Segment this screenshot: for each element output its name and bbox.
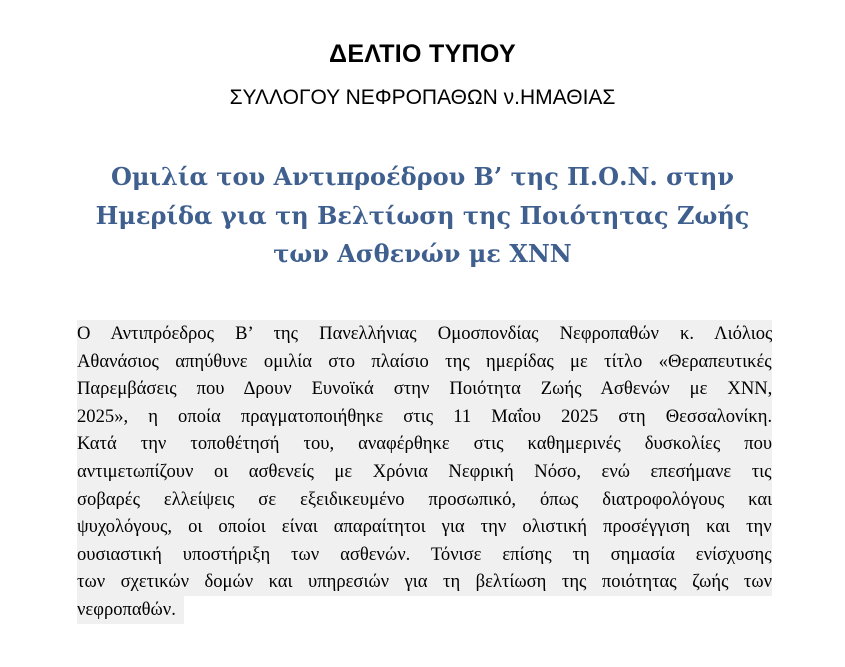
body-line: 2025», η οποία πραγματοποιήθηκε στις 11 Μαΐου 2025 στη Θεσσαλονίκη.	[77, 403, 772, 431]
document-title: ΔΕΛΤΙΟ ΤΥΠΟΥ	[329, 40, 516, 68]
body-line: ψυχολόγους, οι οποίοι είναι απαραίτητοι για την ολιστική προσέγγιση και την	[77, 513, 772, 541]
body-line: σοβαρές ελλείψεις σε εξειδικευμένο προσωπικό, όπως διατροφολόγους και	[77, 486, 772, 514]
headline-line: των Ασθενών με ΧΝΝ	[273, 239, 572, 268]
body-paragraph	[77, 320, 772, 624]
body-line: των σχετικών δομών και υπηρεσιών για τη βελτίωση της ποιότητας ζωής των	[77, 568, 772, 596]
body-line: Αθανάσιος απηύθυνε ομιλία στο πλαίσιο της ημερίδας με τίτλο «Θεραπευτικές	[77, 348, 772, 376]
body-line: Κατά την τοποθέτησή του, αναφέρθηκε στις καθημερινές δυσκολίες που	[77, 430, 772, 458]
body-line: νεφροπαθών.	[77, 596, 184, 624]
headline	[60, 158, 785, 274]
headline-line: Ημερίδα για τη Βελτίωση της Ποιότητας Ζωής	[95, 200, 750, 230]
body-line: Ο Αντιπρόεδρος Β’ της Πανελλήνιας Ομοσπονδίας Νεφροπαθών κ. Λιόλιος	[77, 320, 772, 348]
body-line: ουσιαστική υποστήριξη των ασθενών. Τόνισε επίσης τη σημασία ενίσχυσης	[77, 541, 772, 569]
document-subtitle: ΣΥΛΛΟΓΟΥ ΝΕΦΡΟΠΑΘΩΝ ν.ΗΜΑΘΙΑΣ	[229, 86, 616, 109]
body-line: αντιμετωπίζουν οι ασθενείς με Χρόνια Νεφρική Νόσο, ενώ επεσήμανε τις	[77, 458, 772, 486]
body-line: Παρεμβάσεις που Δρουν Ευνοϊκά στην Ποιότητα Ζωής Ασθενών με ΧΝΝ,	[77, 375, 772, 403]
headline-line: Ομιλία του Αντιπροέδρου Β’ της Π.Ο.Ν. στην	[110, 162, 735, 191]
